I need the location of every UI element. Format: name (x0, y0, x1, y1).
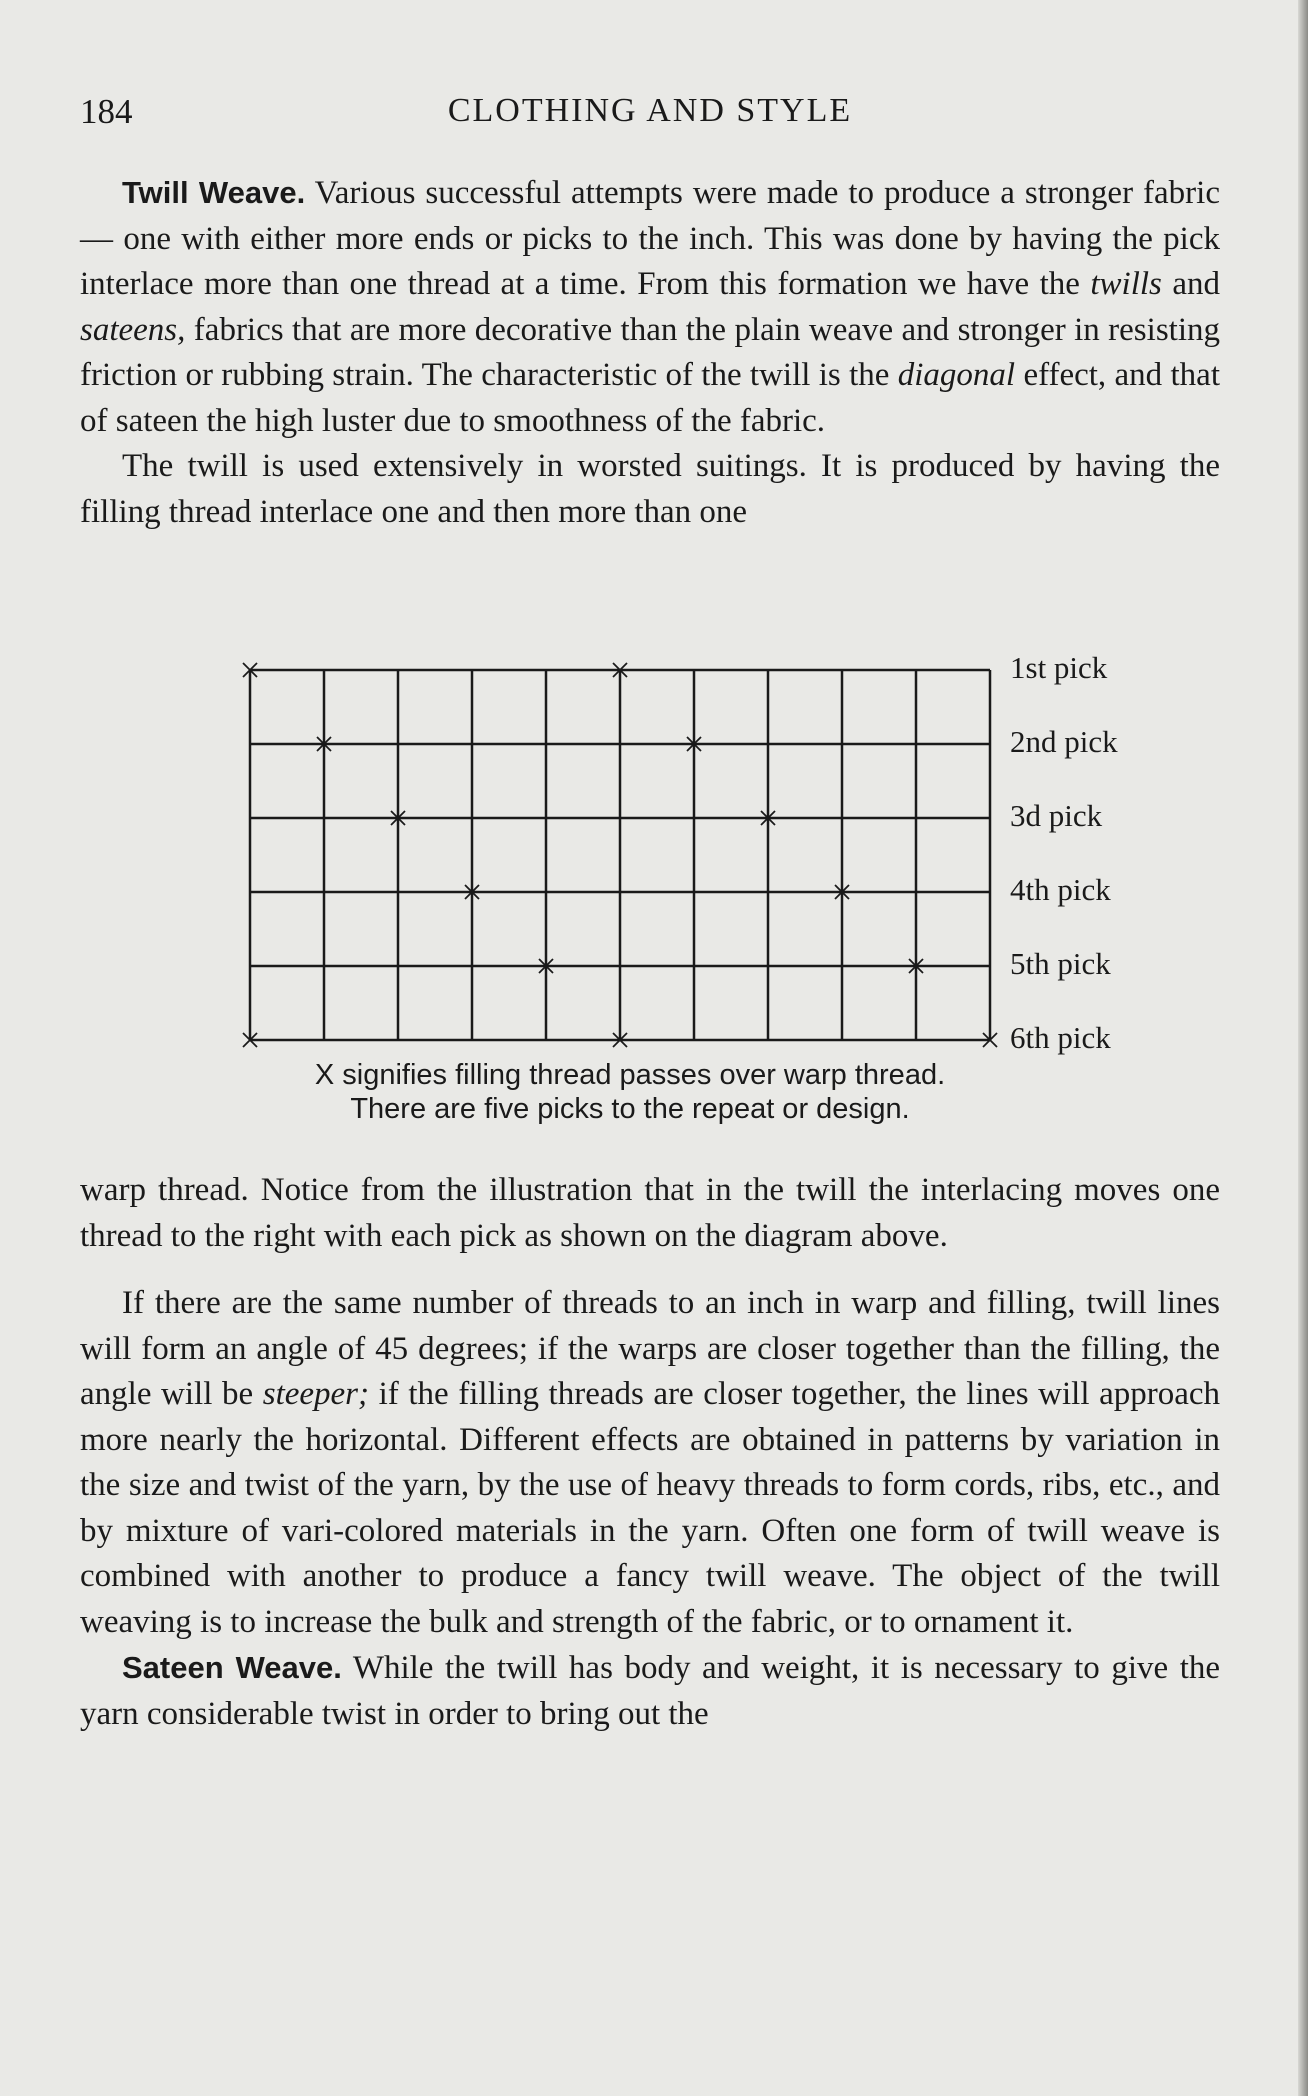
text-run: If there are the same number of threads to an inch in warp and filling, twill lines will form an angle of 45 degrees; if the warps are closer together than the filling, the angle will be (80, 1285, 1220, 1412)
text-run: effect, and that of sateen the high luster due to smoothness of the fabric. (80, 357, 1220, 439)
pick-label: 6th pick (1010, 1020, 1111, 1055)
paragraph (80, 170, 1220, 444)
pick-label: 5th pick (1010, 946, 1111, 981)
page-edge (1298, 0, 1308, 2096)
text-run: Various successful attempts were made to produce a stronger fabric — one with either more ends or picks to the inch. This was done by having the pick interlace more than one thread at a time. From this formation we have the (80, 175, 1220, 302)
italic-term: steeper; (262, 1376, 370, 1412)
pick-label: 1st pick (1010, 650, 1108, 685)
paragraph (80, 1645, 1220, 1737)
page-header (80, 92, 1220, 142)
weave-grid (230, 648, 1010, 1048)
pick-label: 2nd pick (1010, 724, 1118, 759)
continuation-section (80, 1168, 1220, 1737)
section-heading-sateen: Sateen Weave. (122, 1650, 342, 1685)
italic-term: twills (1090, 266, 1162, 302)
text-run: if the filling threads are closer together, the lines will approach more nearly the horizontal. Different effects are obtained in patterns by variation in the size and twist of the yarn, by the use of heavy threads to form cords, ribs, etc., and by mixture of vari-colored materials in the yarn. Often one form of twill weave is combined with another to produce a fancy twill weave. The object of the twill weaving is to increase the bulk and strength of the fabric, or to ornament it. (80, 1376, 1221, 1640)
twill-weave-diagram (230, 648, 1170, 1125)
pick-label: 3d pick (1010, 798, 1103, 833)
section-heading-twill: Twill Weave. (122, 175, 306, 210)
italic-term: sateens, (80, 311, 186, 348)
pick-label: 4th pick (1010, 872, 1111, 907)
page-number: 184 (80, 92, 133, 131)
caption-line: X signifies filling thread passes over warp thread. (314, 1059, 946, 1091)
paragraph: The twill is used extensively in worsted suitings. It is produced by having the filling thread interlace one and then more than one (80, 448, 1220, 530)
text-run: While the twill has body and weight, it is necessary to give the yarn considerable twist in order to bring out the (80, 1650, 1221, 1732)
twill-section (80, 170, 1220, 535)
caption-line: There are five picks to the repeat or design. (350, 1093, 910, 1125)
text-run: fabrics that are more decorative than the plain weave and stronger in resisting friction or rubbing strain. The characteristic of the twill is the (80, 311, 1220, 393)
italic-term: diagonal (897, 357, 1016, 393)
paragraph: warp thread. Notice from the illustration that in the twill the interlacing moves one thread to the right with each pick as shown on the diagram above. (80, 1172, 1220, 1254)
figure-caption (230, 1058, 1030, 1126)
text-run: and (1161, 266, 1221, 302)
running-head: CLOTHING AND STYLE (447, 92, 853, 129)
paragraph (80, 1281, 1220, 1645)
